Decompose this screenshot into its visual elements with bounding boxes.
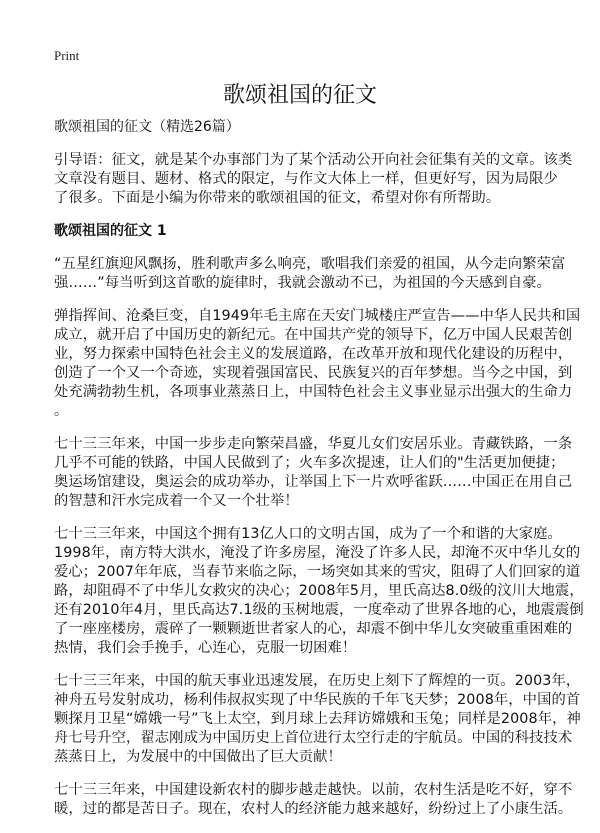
body-paragraph [54,435,573,511]
text-line: 七十三三年来，中国的航天事业迅速发展，在历史上刻下了辉煌的一页。2003年， [54,673,581,689]
text-line: 蒸蒸日上，为发展中的中国做出了巨大贡献！ [54,749,342,765]
text-line: 创造了一个又一个奇迹，实现着强国富民、民族复兴的百年梦想。当今之中国，到 [54,365,573,381]
body-paragraph [54,525,584,658]
text-line: 路，却阻碍不了中华儿女救灾的决心；2008年5月，里氏高达8.0级的汶川大地震， [54,583,584,599]
text-line: 奥运场馆建设，奥运会的成功举办，让举国上下一片欢呼雀跃……中国正在用自己 [54,474,573,490]
text-line: 爱心；2007年年底，当春节来临之际，一场突如其来的雪灾，阻碍了人们回家的道 [54,564,581,580]
text-line: 七十三三年来，中国一步步走向繁荣昌盛，华夏儿女们安居乐业。青藏铁路，一条 [54,436,573,452]
text-line: 还有2010年4月，里氏高达7.1级的玉树地震，一度牵动了世界各地的心，地震震倒 [54,602,584,618]
document-subtitle: 歌颂祖国的征文（精选26篇） [54,119,240,135]
text-line: 了很多。下面是小编为你带来的歌颂祖国的征文，希望对你有所帮助。 [54,190,501,206]
print-link[interactable]: Print [54,48,80,63]
text-line: 1998年，南方特大洪水，淹没了许多房屋，淹没了许多人民，却淹不灭中华儿女的 [54,545,581,561]
text-line: 引导语：征文，就是某个办事部门为了某个活动公开向社会征集有关的文章。该类 [54,152,573,168]
text-line: 几乎不可能的铁路，中国人民做到了；火车多次提速，让人们的"生活更加便捷； [54,455,565,471]
text-line: 的智慧和汗水完成着一个又一个壮举！ [54,493,299,509]
text-line: 业，努力探索中国特色社会主义的发展道路，在改革开放和现代化建设的历程中， [54,346,573,362]
body-paragraph [54,781,573,819]
body-paragraph [54,672,581,767]
text-line: 神舟五号发射成功，杨利伟叔叔实现了中华民族的千年飞天梦；2008年，中国的首 [54,692,581,708]
section-heading: 歌颂祖国的征文 1 [54,223,167,239]
body-paragraph [54,255,566,293]
text-line: 文章没有题目、题材、格式的限定，与作文大体上一样，但更好写，因为局限少 [54,171,558,187]
intro-paragraph [54,151,573,208]
text-line: 成立，就开启了中国历史的新纪元。在中国共产党的领导下，亿万中国人民艰苦创 [54,327,573,343]
text-line: 了一座座楼房，震碎了一颗颗逝世者家人的心，却震不倒中华儿女突破重重困难的 [54,621,573,637]
text-line: 。 [54,403,69,419]
text-line: 七十三三年来，中国这个拥有13亿人口的文明古国，成为了一个和谐的大家庭。 [54,526,562,542]
text-line: 七十三三年来，中国建设新农村的脚步越走越快。以前，农村生活是吃不好，穿不 [54,782,573,798]
text-line: 暖，过的都是苦日子。现在，农村人的经济能力越来越好，纷纷过上了小康生活。 [54,801,573,817]
document-body [54,118,584,833]
text-line: 颗探月卫星“嫦娥一号”飞上太空，到月球上去拜访嫦娥和玉兔；同样是2008年，神 [54,711,581,727]
text-line: 舟七号升空，翟志刚成为中国历史上首位进行太空行走的宇航员。中国的科技技术 [54,730,573,746]
text-line: 处充满勃勃生机，各项事业蒸蒸日上，中国特色社会主义事业显示出强大的生命力 [54,384,573,400]
text-line: 热情，我们会手挽手，心连心，克服一切困难！ [54,640,357,656]
text-line: 强……”每当听到这首歌的旋律时，我就会激动不已，为祖国的今天感到自豪。 [54,275,551,291]
text-line: 弹指挥间、沧桑巨变，自1949年毛主席在天安门城楼庄严宣告——中华人民共和国 [54,308,581,324]
text-line: “五星红旗迎风飘扬，胜利歌声多么响亮，歌唱我们亲爱的祖国，从今走向繁荣富 [54,256,566,272]
body-paragraph [54,307,581,421]
page-title: 歌颂祖国的征文 [222,83,377,108]
